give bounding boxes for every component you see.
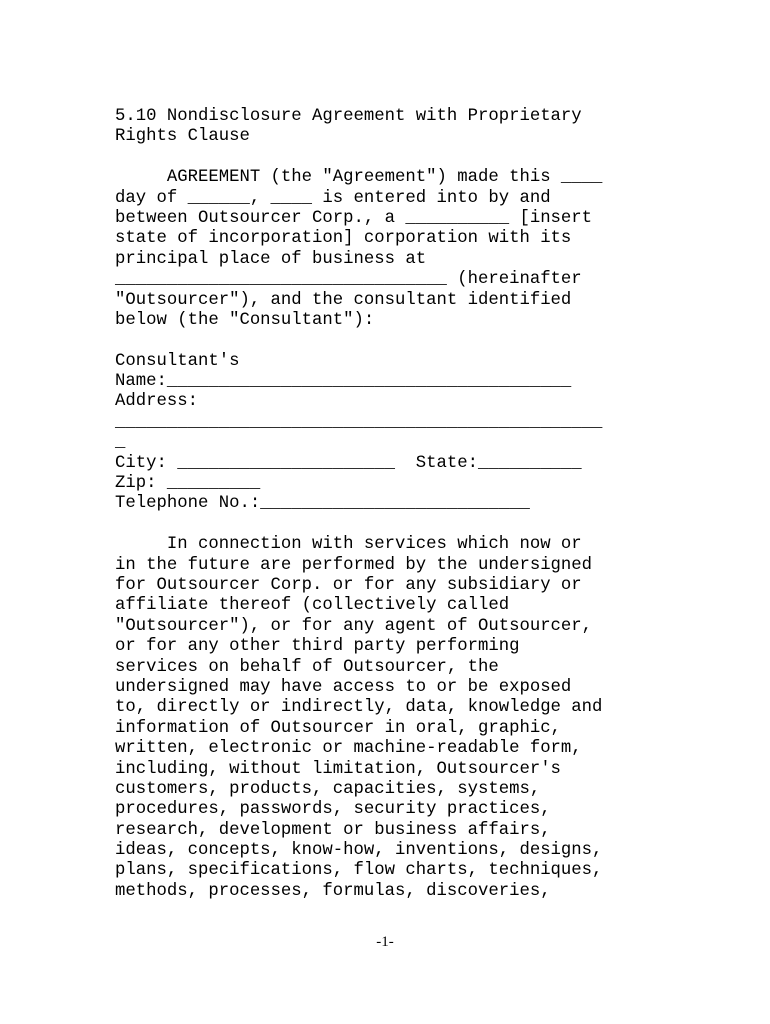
paragraph-line: between Outsourcer Corp., a __________ [insert — [115, 208, 593, 228]
paragraph-line: procedures, passwords, security practices, — [115, 800, 551, 820]
paragraph-line: "Outsourcer"), or for any agent of Outsourcer, — [115, 616, 593, 636]
title-line: Rights Clause — [115, 127, 250, 147]
paragraph-line: including, without limitation, Outsourcer's — [115, 759, 561, 779]
paragraph-line: customers, products, capacities, systems, — [115, 779, 541, 799]
city-state-field: City: _____________________ State:__________ — [115, 453, 582, 473]
title-line: 5.10 Nondisclosure Agreement with Proprietary — [115, 107, 582, 126]
telephone-field: Telephone No.:__________________________ — [115, 494, 530, 514]
document-body — [115, 107, 675, 902]
consultant-name-label: Consultant's — [115, 351, 240, 371]
address-label: Address: — [115, 392, 198, 412]
paragraph-line: for Outsourcer Corp. or for any subsidiary or — [115, 575, 582, 595]
paragraph-line: "Outsourcer"), and the consultant identified — [115, 290, 572, 310]
address-field: _______________________________________________ — [115, 412, 603, 432]
paragraph-line: to, directly or indirectly, data, knowledge and — [115, 698, 603, 718]
spacer — [115, 515, 675, 535]
paragraph-line: plans, specifications, flow charts, techniques, — [115, 861, 603, 881]
paragraph-line: ________________________________ (hereinafter — [115, 270, 582, 290]
spacer — [115, 331, 675, 351]
paragraph-line: services on behalf of Outsourcer, the — [115, 657, 499, 677]
consultant-info-block — [115, 352, 675, 515]
paragraph-line: AGREEMENT (the "Agreement") made this ____ — [115, 168, 603, 188]
paragraph-line: methods, processes, formulas, discoveries, — [115, 881, 551, 901]
paragraph-line: affiliate thereof (collectively called — [115, 596, 510, 616]
paragraph-line: ideas, concepts, know-how, inventions, designs, — [115, 841, 603, 861]
document-title — [115, 107, 675, 148]
paragraph-line: principal place of business at — [115, 249, 427, 269]
paragraph-line: research, development or business affairs, — [115, 820, 551, 840]
address-field-overflow: _ — [115, 433, 126, 453]
paragraph-line: written, electronic or machine-readable form, — [115, 739, 582, 759]
page-number: -1- — [376, 934, 394, 950]
paragraph-line: day of ______, ____ is entered into by and — [115, 188, 551, 208]
paragraph-line: in the future are performed by the undersigned — [115, 555, 593, 575]
paragraph-line: or for any other third party performing — [115, 637, 520, 657]
zip-field: Zip: _________ — [115, 474, 261, 494]
agreement-intro-paragraph — [115, 168, 675, 331]
paragraph-line: information of Outsourcer in oral, graphic, — [115, 718, 561, 738]
paragraph-line: undersigned may have access to or be exposed — [115, 677, 572, 697]
paragraph-line: below (the "Consultant"): — [115, 310, 375, 330]
paragraph-line: state of incorporation] corporation with its — [115, 229, 572, 249]
paragraph-line: In connection with services which now or — [115, 535, 582, 555]
confidentiality-paragraph — [115, 535, 675, 902]
consultant-name-field: Name:_______________________________________ — [115, 372, 572, 392]
spacer — [115, 148, 675, 168]
